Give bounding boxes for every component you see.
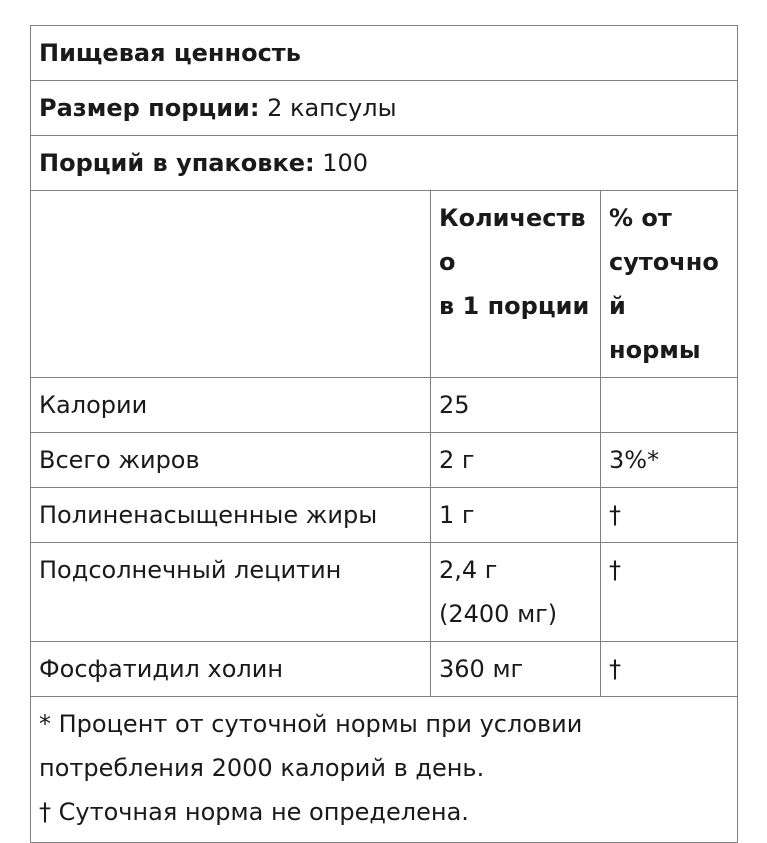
nutrient-name: Калории xyxy=(31,378,431,433)
table-row xyxy=(31,433,738,488)
table-title: Пищевая ценность xyxy=(31,26,738,81)
nutrient-amount xyxy=(431,543,601,642)
footnote-line1: * Процент от суточной нормы при условии xyxy=(39,710,583,738)
table-row xyxy=(31,378,738,433)
serving-size-value: 2 капсулы xyxy=(267,94,397,122)
serving-size-row xyxy=(31,81,738,136)
nutrient-name: Полиненасыщенные жиры xyxy=(31,488,431,543)
serving-size-label: Размер порции: xyxy=(39,94,260,122)
nutrient-amount: 1 г xyxy=(431,488,601,543)
servings-per-container-label: Порций в упаковке: xyxy=(39,149,315,177)
nutrient-daily-value: † xyxy=(601,642,738,697)
nutrient-daily-value: 3%* xyxy=(601,433,738,488)
table-row xyxy=(31,488,738,543)
nutrient-amount: 360 мг xyxy=(431,642,601,697)
nutrient-amount: 2 г xyxy=(431,433,601,488)
header-dv-line1: % от xyxy=(609,204,672,232)
nutrient-amount-line2: (2400 мг) xyxy=(439,600,558,628)
table-row xyxy=(31,642,738,697)
header-dv-line3: нормы xyxy=(609,336,701,364)
nutrient-name: Фосфатидил холин xyxy=(31,642,431,697)
nutrient-daily-value xyxy=(601,378,738,433)
footnote-line2: потребления 2000 калорий в день. xyxy=(39,754,485,782)
header-amount xyxy=(431,191,601,378)
header-daily-value xyxy=(601,191,738,378)
nutrient-name: Всего жиров xyxy=(31,433,431,488)
nutrition-facts-table xyxy=(30,25,738,843)
header-dv-line2: суточной xyxy=(609,248,719,320)
servings-per-container-row xyxy=(31,136,738,191)
footnote-row xyxy=(31,697,738,843)
nutrient-name: Подсолнечный лецитин xyxy=(31,543,431,642)
header-amount-line2: в 1 порции xyxy=(439,292,590,320)
footnote-line3: † Суточная норма не определена. xyxy=(39,798,469,826)
servings-per-container-value: 100 xyxy=(322,149,369,177)
column-header-row xyxy=(31,191,738,378)
nutrient-daily-value: † xyxy=(601,543,738,642)
nutrient-amount: 25 xyxy=(431,378,601,433)
nutrient-amount-line1: 2,4 г xyxy=(439,556,498,584)
header-empty-cell xyxy=(31,191,431,378)
servings-per-container xyxy=(31,136,738,191)
header-amount-line1: Количество xyxy=(439,204,586,276)
nutrient-daily-value: † xyxy=(601,488,738,543)
serving-size xyxy=(31,81,738,136)
table-row xyxy=(31,543,738,642)
footnotes xyxy=(31,697,738,843)
title-row xyxy=(31,26,738,81)
